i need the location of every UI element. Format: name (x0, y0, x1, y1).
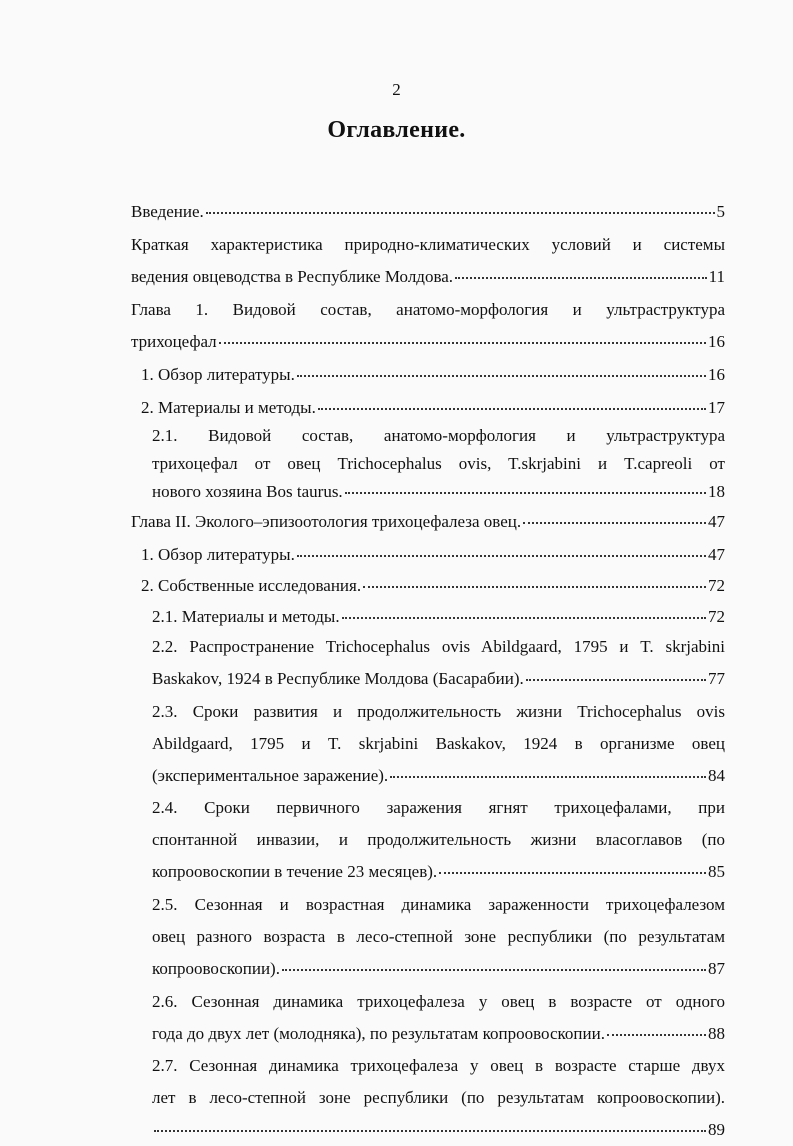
dot-leader (607, 1034, 706, 1036)
dot-leader (297, 375, 706, 377)
toc-entry-title: ведения овцеводства в Республике Молдова. (131, 267, 454, 286)
dot-leader (297, 555, 706, 557)
toc-entry-line: 2.6. Сезонная динамика трихоцефалеза у овец в возрасте от одного (152, 992, 725, 1011)
toc-entry-line: 2.3. Сроки развития и продолжительность жизни Trichocephalus ovis (152, 702, 725, 721)
toc-entry-title: 1. Обзор литературы. (141, 545, 295, 564)
dot-leader (363, 586, 706, 588)
toc-page-number: 16 (708, 365, 725, 384)
toc-entry-title: года до двух лет (молодняка), по результатам копроовоскопии. (152, 1024, 605, 1043)
toc-entry-title: трихоцефал (131, 332, 217, 351)
toc-page-number: 72 (708, 607, 725, 626)
toc-entry-line: Глава 1. Видовой состав, анатомо-морфология и ультраструктура (131, 300, 725, 319)
toc-page-number: 47 (708, 512, 725, 531)
toc-entry-line: Abildgaard, 1795 и T. skrjabini Baskakov, 1924 в организме овец (152, 734, 725, 753)
toc-entry-title: Глава II. Эколого–эпизоотология трихоцефалеза овец. (131, 512, 522, 531)
toc-entry[interactable] (152, 601, 725, 633)
dot-leader (390, 776, 706, 778)
toc-entry-line: овец разного возраста в лесо-степной зоне республики (по результатам (152, 927, 725, 946)
dot-leader (523, 522, 706, 524)
toc-entry[interactable] (131, 196, 725, 228)
toc-entry-title: 1. Обзор литературы. (141, 365, 295, 384)
toc-entry-title: копроовоскопии). (152, 959, 280, 978)
toc-entry[interactable] (141, 539, 725, 571)
dot-leader (439, 872, 706, 874)
toc-page-number: 5 (716, 202, 725, 221)
toc-entry-line: спонтанной инвазии, и продолжительность жизни власоглавов (по (152, 830, 725, 849)
toc-entry[interactable] (152, 631, 725, 695)
toc-entry-line: трихоцефал от овец Trichocephalus ovis, T.skrjabini и T.capreoli от (152, 454, 725, 473)
toc-entry-title: нового хозяина Bos taurus. (152, 482, 343, 501)
dot-leader (318, 408, 706, 410)
dot-leader (219, 342, 706, 344)
toc-entry[interactable] (141, 359, 725, 391)
toc-entry[interactable] (152, 422, 725, 506)
toc-page-number: 89 (708, 1120, 725, 1139)
dot-leader (345, 492, 706, 494)
toc-entry[interactable] (141, 392, 725, 424)
toc-entry-line: Краткая характеристика природно-климатических условий и системы (131, 235, 725, 254)
toc-entry[interactable] (131, 506, 725, 538)
toc-entry-line: 2.2. Распространение Trichocephalus ovis Abildgaard, 1795 и T. skrjabini (152, 637, 725, 656)
page-number: 2 (392, 80, 401, 99)
toc-entry-title: 2.1. Материалы и методы. (152, 607, 340, 626)
toc-entry-title: (экспериментальное заражение). (152, 766, 389, 785)
toc-page-number: 16 (708, 332, 725, 351)
toc-page-number: 17 (708, 398, 725, 417)
dot-leader (206, 212, 715, 214)
toc-page-number: 18 (708, 482, 725, 501)
dot-leader (526, 679, 706, 681)
toc-entry-line: 2.5. Сезонная и возрастная динамика зараженности трихоцефалезом (152, 895, 725, 914)
dot-leader (342, 617, 706, 619)
toc-entry-line: 2.1. Видовой состав, анатомо-морфология и ультраструктура (152, 426, 725, 445)
toc-entry[interactable] (152, 792, 725, 888)
toc-entry[interactable] (152, 1050, 725, 1146)
toc-entry-title: 2. Материалы и методы. (141, 398, 316, 417)
toc-entry[interactable] (131, 229, 725, 293)
toc-page-number: 11 (708, 267, 725, 286)
toc-entry-line: 2.4. Сроки первичного заражения ягнят трихоцефалами, при (152, 798, 725, 817)
toc-page-number: 72 (708, 576, 725, 595)
toc-page-number: 85 (708, 862, 725, 881)
toc-entry[interactable] (152, 986, 725, 1050)
toc-page-number: 77 (708, 669, 725, 688)
toc-page-number: 47 (708, 545, 725, 564)
toc-entry-title: Введение. (131, 202, 204, 221)
toc-page-number: 84 (708, 766, 725, 785)
toc-entry[interactable] (131, 294, 725, 358)
page-title: Оглавление. (327, 117, 466, 143)
toc-entry-title: копроовоскопии в течение 23 месяцев). (152, 862, 438, 881)
toc-entry-line: лет в лесо-степной зоне республики (по результатам копроовоскопии). (152, 1088, 725, 1107)
toc-entry-line: 2.7. Сезонная динамика трихоцефалеза у овец в возрасте старше двух (152, 1056, 725, 1075)
toc-entry[interactable] (141, 570, 725, 602)
toc-entry[interactable] (152, 889, 725, 985)
toc-page-number: 87 (708, 959, 725, 978)
toc-entry[interactable] (152, 696, 725, 792)
dot-leader (154, 1130, 706, 1132)
toc-entry-title: 2. Собственные исследования. (141, 576, 362, 595)
dot-leader (455, 277, 707, 279)
toc-entry-title: Baskakov, 1924 в Республике Молдова (Басарабии). (152, 669, 524, 688)
toc-page-number: 88 (708, 1024, 725, 1043)
dot-leader (282, 969, 706, 971)
